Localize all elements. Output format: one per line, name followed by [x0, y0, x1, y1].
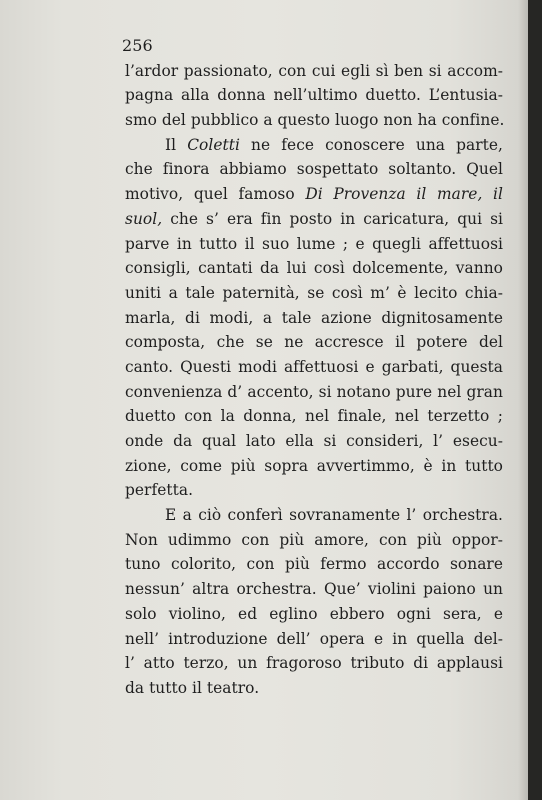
text-line [125, 281, 503, 306]
text-segment: nell’ introduzione dell’ opera e in quella del- [125, 629, 503, 648]
text-segment: che finora abbiamo sospettato soltanto. Quel [125, 160, 503, 179]
text-segment: zione, come più sopra avvertimmo, è in tutto [125, 456, 503, 475]
text-line [125, 651, 503, 676]
text-segment: ne fece conoscere una parte, [239, 135, 503, 154]
paragraph-lines [125, 59, 503, 701]
text-segment: marla, di modi, a tale azione dignitosamente [125, 308, 503, 327]
text-line [125, 478, 503, 503]
text-line [125, 577, 503, 602]
text-line [125, 602, 503, 627]
text-line [125, 676, 503, 701]
text-segment: canto. Questi modi affettuosi e garbati, questa [125, 357, 503, 376]
text-segment: convenienza d’ accento, si notano pure nel gran [125, 382, 503, 401]
text-line [125, 355, 503, 380]
text-line [125, 454, 503, 479]
text-line [125, 404, 503, 429]
text-line [125, 232, 503, 257]
text-segment: che s’ era fin posto in caricatura, qui si [162, 209, 503, 228]
text-line [125, 133, 503, 158]
text-line [125, 157, 503, 182]
text-line [125, 59, 503, 84]
italic-text: Coletti [187, 135, 240, 154]
text-segment: smo del pubblico a questo luogo non ha confine. [125, 111, 505, 130]
text-segment: tuno colorito, con più fermo accordo sonare [125, 555, 503, 574]
page-text [122, 34, 505, 701]
text-segment: da tutto il teatro. [125, 678, 260, 697]
text-segment: pagna alla donna nell’ultimo duetto. L’entusia- [125, 86, 503, 105]
text-line [125, 429, 503, 454]
text-line [125, 380, 503, 405]
text-segment: uniti a tale paternità, se così m’ è lecito chia- [125, 283, 503, 302]
text-line [125, 330, 503, 355]
text-segment: Non udimmo con più amore, con più oppor- [125, 530, 503, 549]
text-segment: l’ardor passionato, con cui egli sì ben si accom- [125, 61, 503, 80]
text-segment: composta, che se ne accresce il potere del [125, 333, 503, 352]
text-segment: nessun’ altra orchestra. Que’ violini paiono un [125, 580, 503, 599]
text-line [125, 83, 503, 108]
text-line [125, 256, 503, 281]
text-segment: duetto con la donna, nel finale, nel terzetto ; [125, 407, 503, 426]
text-line [125, 182, 503, 207]
italic-text: suol, [125, 209, 163, 228]
text-segment: E a ciò conferì sovranamente l’ orchestra. [165, 506, 503, 525]
page-spine-shadow [518, 0, 528, 800]
text-line [125, 108, 503, 133]
text-segment: solo violino, ed eglino ebbero ogni sera, e [125, 604, 503, 623]
text-line [125, 528, 503, 553]
text-segment: motivo, quel famoso [125, 185, 306, 204]
text-segment: l’ atto terzo, un fragoroso tributo di applausi [125, 654, 503, 673]
text-line [125, 306, 503, 331]
text-line [125, 503, 503, 528]
text-line [125, 552, 503, 577]
page-number: 256 [122, 36, 153, 55]
text-line [125, 627, 503, 652]
text-line [125, 207, 503, 232]
text-segment: onde da qual lato ella si consideri, l’ esecu- [125, 432, 503, 451]
text-segment: Il [165, 135, 188, 154]
text-segment: parve in tutto il suo lume ; e quegli affettuosi [125, 234, 503, 253]
text-segment: perfetta. [125, 481, 194, 500]
italic-text: Di Provenza il mare, il [305, 185, 503, 204]
text-segment: consigli, cantati da lui così dolcemente, vanno [125, 259, 503, 278]
